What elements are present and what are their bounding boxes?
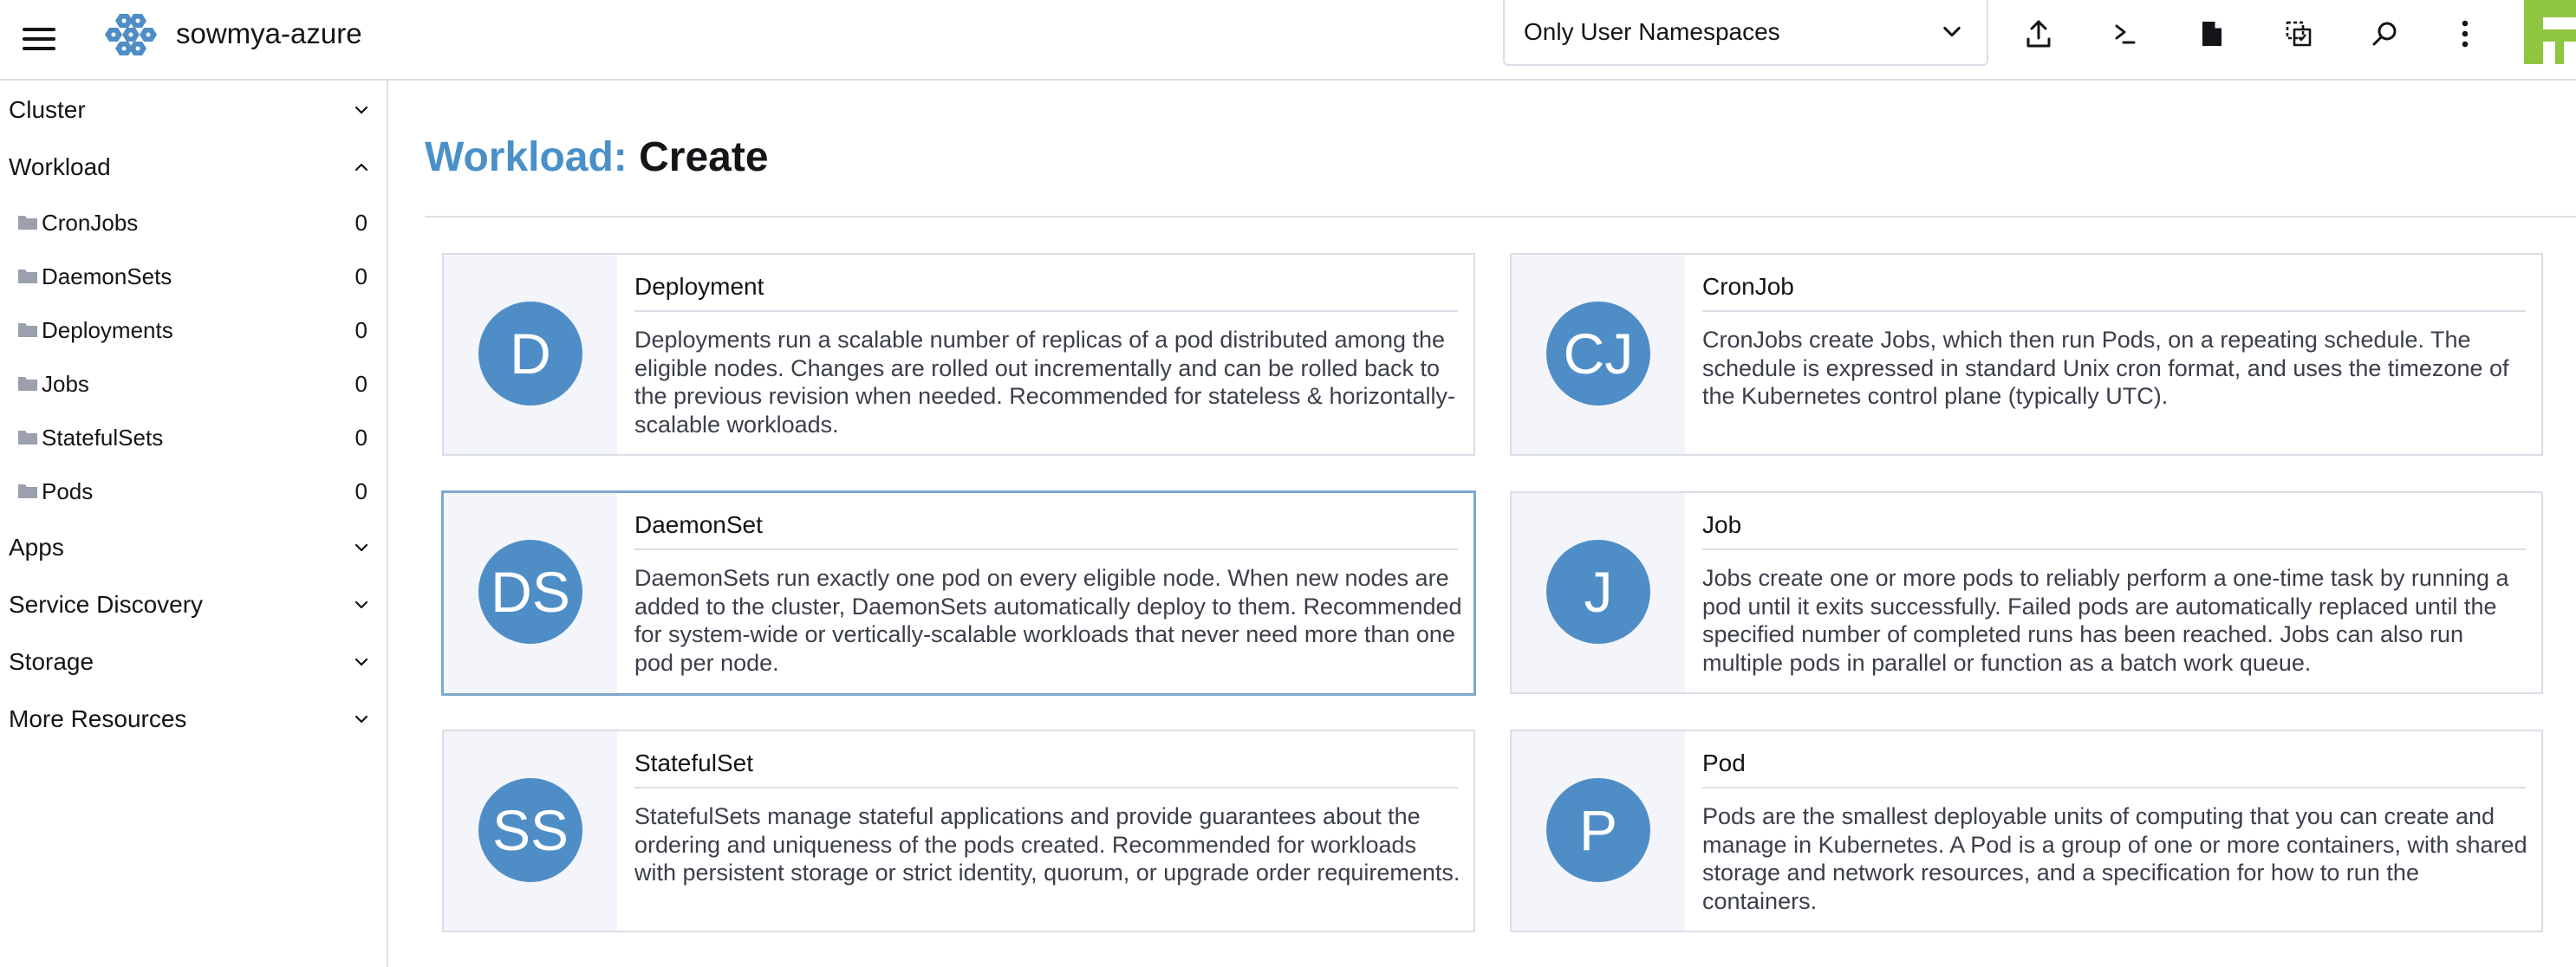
sidebar-item-count: 0: [355, 371, 368, 397]
card-divider: [1702, 787, 2526, 789]
card-divider: [634, 310, 1458, 312]
sidebar-item-count: 0: [355, 425, 368, 451]
card-side: [1512, 731, 1685, 931]
sidebar-group-label: Cluster: [9, 96, 86, 123]
sidebar-item-cronjobs[interactable]: [0, 199, 387, 246]
card-avatar: P: [1546, 778, 1650, 882]
sidebar-group-label: Service Discovery: [9, 591, 204, 618]
folder-icon: [17, 428, 38, 445]
card-side: [444, 493, 617, 693]
chevron-down-icon: [1940, 19, 1964, 43]
card-avatar: SS: [478, 778, 582, 882]
card-avatar: DS: [478, 540, 582, 644]
title-divider: [425, 216, 2576, 217]
card-title: StatefulSet: [634, 750, 753, 776]
folder-icon: [17, 374, 38, 392]
chevron-down-icon: [352, 538, 371, 557]
card-divider: [634, 548, 1458, 550]
card-description: StatefulSets manage stateful applications and provide guarantees about the ordering and uniqueness of the pods created. Recommended for workloads with persistent storage or strict identity, quorum, or upgrade order requirements.: [634, 803, 1460, 886]
search-icon[interactable]: [2359, 12, 2411, 55]
card-divider: [1702, 310, 2526, 312]
page-title-prefix[interactable]: Workload:: [425, 134, 628, 180]
sidebar-item-daemonsets[interactable]: [0, 253, 387, 300]
top-header: [0, 0, 2576, 81]
card-statefulset[interactable]: [442, 730, 1475, 932]
sidebar-item-pods[interactable]: [0, 468, 387, 515]
card-cronjob[interactable]: [1510, 253, 2543, 456]
chevron-down-icon: [352, 101, 371, 120]
namespace-filter-select[interactable]: [1503, 0, 1988, 66]
sidebar-group-workload[interactable]: [0, 141, 387, 193]
sidebar-item-label: Pods: [42, 478, 94, 504]
card-side: [1512, 255, 1685, 454]
card-description: Pods are the smallest deployable units of computing that you can create and manage in Kubernetes. A Pod is a group of one or more containers, with shared storage and network resources, and a specification for how to run the containers.: [1702, 803, 2527, 914]
sidebar-group-label: More Resources: [9, 705, 187, 732]
sidebar-group-storage[interactable]: [0, 636, 387, 688]
card-side: [444, 255, 617, 454]
card-avatar: D: [478, 302, 582, 406]
copy-icon[interactable]: [2273, 12, 2325, 55]
cluster-name[interactable]: sowmya-azure: [176, 17, 362, 49]
namespace-filter-value: Only User Namespaces: [1524, 18, 1780, 45]
sidebar-group-service-discovery[interactable]: [0, 579, 387, 631]
card-divider: [634, 787, 1458, 789]
sidebar-item-count: 0: [355, 210, 368, 236]
sidebar-item-label: Jobs: [42, 371, 89, 397]
sidebar-group-label: Apps: [9, 534, 64, 561]
sidebar-group-apps[interactable]: [0, 522, 387, 574]
sidebar-item-count: 0: [355, 478, 368, 504]
card-title: Job: [1702, 511, 1742, 538]
chevron-down-icon: [352, 595, 371, 614]
page-title: [425, 132, 769, 184]
upload-icon[interactable]: [2013, 12, 2065, 55]
sidebar-item-deployments[interactable]: [0, 307, 387, 354]
card-title: Deployment: [634, 273, 764, 300]
card-job[interactable]: [1510, 491, 2543, 694]
sidebar: [0, 81, 388, 967]
card-description: DaemonSets run exactly one pod on every eligible node. When new nodes are added to the cluster, DaemonSets automatically deploy to them. Recommended for system-wide or vertically-scalable workloads that never need more than one pod per node.: [634, 565, 1462, 676]
file-icon[interactable]: [2186, 12, 2238, 55]
card-description: Jobs create one or more pods to reliably perform a one-time task by running a pod until it exits successfully. Failed pods are automatically replaced until the specified number of completed runs has been reached. Jobs can also run multiple pods in parallel or function as a batch work queue.: [1702, 565, 2509, 676]
card-description: Deployments run a scalable number of replicas of a pod distributed among the eligible nodes. Changes are rolled out incrementally and can be rolled back to the previous revision when needed. Recommended for stateless & horizontally-scalable workloads.: [634, 327, 1456, 438]
menu-icon[interactable]: [23, 23, 55, 55]
sidebar-item-count: 0: [355, 263, 368, 289]
card-deployment[interactable]: [442, 253, 1475, 456]
folder-icon: [17, 321, 38, 338]
page-title-text: Create: [639, 134, 769, 180]
sidebar-group-cluster[interactable]: [0, 84, 387, 136]
card-title: CronJob: [1702, 273, 1794, 300]
sidebar-group-label: Storage: [9, 648, 94, 675]
card-title: DaemonSet: [634, 511, 763, 538]
folder-icon: [17, 267, 38, 284]
card-title: Pod: [1702, 750, 1746, 776]
sidebar-item-label: DaemonSets: [42, 263, 172, 289]
more-vertical-icon[interactable]: [2439, 12, 2491, 55]
cluster-logo-icon: [102, 12, 159, 57]
chevron-down-icon: [352, 710, 371, 729]
terminal-icon[interactable]: [2099, 12, 2151, 55]
card-side: [444, 731, 617, 931]
sidebar-item-statefulsets[interactable]: [0, 414, 387, 461]
card-divider: [1702, 548, 2526, 550]
card-avatar: CJ: [1546, 302, 1650, 406]
card-avatar: J: [1546, 540, 1650, 644]
sidebar-group-label: Workload: [9, 153, 111, 180]
card-daemonset[interactable]: [441, 490, 1476, 696]
user-avatar[interactable]: [2524, 0, 2576, 64]
chevron-down-icon: [352, 652, 371, 672]
sidebar-group-more-resources[interactable]: [0, 693, 387, 745]
sidebar-item-label: CronJobs: [42, 210, 139, 236]
folder-icon: [17, 213, 38, 230]
sidebar-item-count: 0: [355, 317, 368, 343]
chevron-up-icon: [352, 158, 371, 177]
sidebar-item-label: Deployments: [42, 317, 173, 343]
card-pod[interactable]: [1510, 730, 2543, 932]
card-description: CronJobs create Jobs, which then run Pods, on a repeating schedule. The schedule is expressed in standard Unix cron format, and uses the timezone of the Kubernetes control plane (typically UTC).: [1702, 327, 2509, 409]
sidebar-item-jobs[interactable]: [0, 360, 387, 407]
folder-icon: [17, 482, 38, 499]
sidebar-item-label: StatefulSets: [42, 425, 164, 451]
card-side: [1512, 493, 1685, 692]
